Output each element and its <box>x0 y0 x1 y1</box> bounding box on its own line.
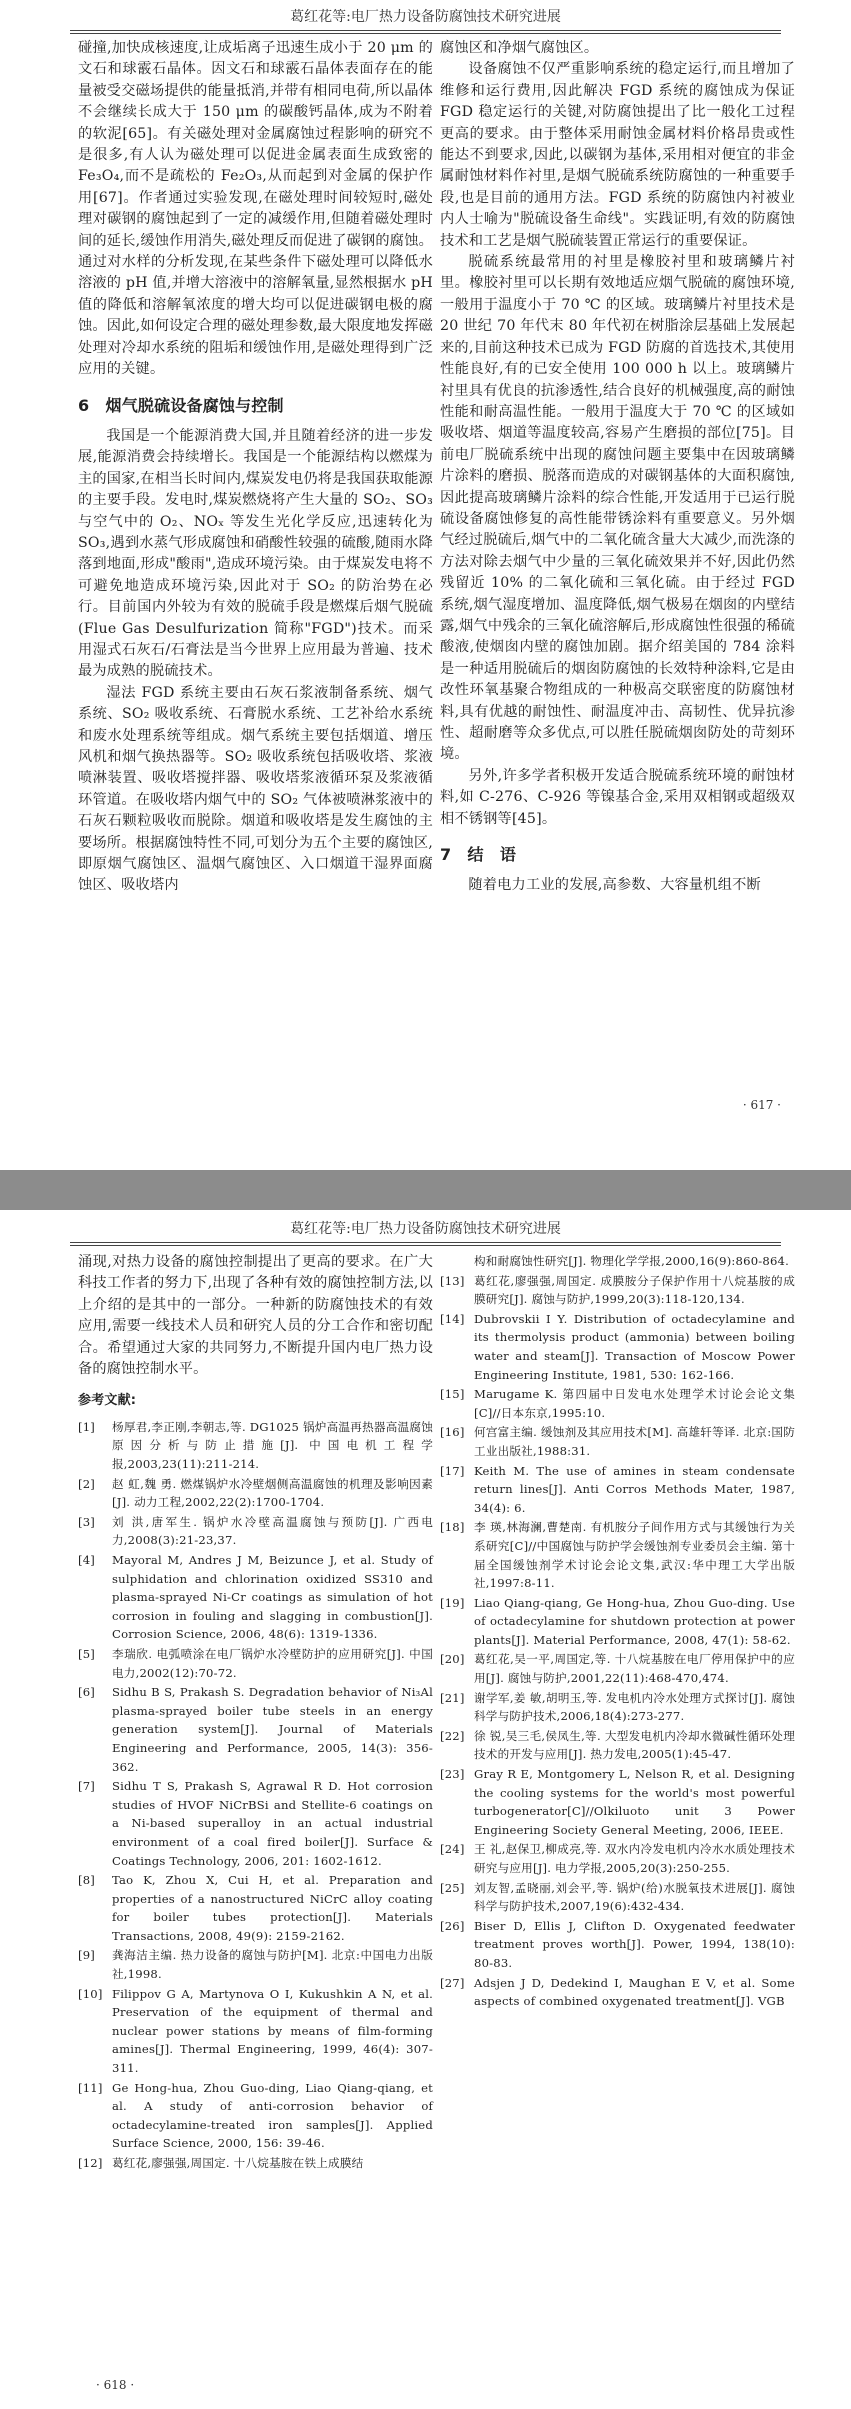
reference-item <box>440 1727 795 1764</box>
reference-item <box>440 1650 795 1687</box>
reference-text: Marugame K. 第四届中日发电水处理学术讨论会论文集[C]//日本东京,1995:10. <box>474 1387 795 1420</box>
paragraph: 设备腐蚀不仅严重影响系统的稳定运行,而且增加了维修和运行费用,因此解决 FGD 系统的腐蚀成为保证 FGD 稳定运行的关键,对防腐蚀提出了比一般化工过程更高的要求。由于整体采用耐蚀金属材料价格昂贵或性能达不到要求,因此,以碳钢为基体,采用相对便宜的非金属耐蚀材料作衬里,是烟气脱硫系统防腐蚀的一种重要手段,也是目前的通用方法。FGD 系统的防腐蚀内衬被业内人士喻为"脱硫设备生命线"。实践证明,有效的防腐蚀技术和工艺是烟气脱硫装置正常运行的重要保证。 <box>440 61 795 249</box>
reference-item <box>78 1777 433 1870</box>
reference-text: 刘 洪,唐军生. 锅炉水冷壁高温腐蚀与预防[J]. 广西电力,2008(3):21-23,37. <box>112 1514 433 1548</box>
reference-number: [5] <box>78 1646 96 1661</box>
running-header: 葛红花等:电厂热力设备防腐蚀技术研究进展 <box>70 6 781 31</box>
reference-number: [27] <box>440 1975 465 1990</box>
paragraph: 我国是一个能源消费大国,并且随着经济的进一步发展,能源消费会持续增长。我国是一个能源结构以燃煤为主的国家,在相当长时间内,煤炭发电仍将是我国获取能源的主要手段。发电时,煤炭燃烧将产生大量的 SO₂、SO₃ 与空气中的 O₂、NOₓ 等发生光化学反应,迅速转化为 SO₃,遇到水蒸气形成腐蚀和硝酸性较强的硫酸,随雨水降落到地面,形成"酸雨",造成环境污染。由于煤炭发电将不可避免地造成环境污染,因此对于 SO₂ 的防治势在必行。目前国内外较为有效的脱硫手段是燃煤后烟气脱硫(Flue Gas Desulfurization 简称"FGD")技术。而采用湿式石灰石/石膏法是当今世界上应用最为普遍、技术最为成熟的脱硫技术。 <box>78 427 433 680</box>
paragraph: 湿法 FGD 系统主要由石灰石浆液制备系统、烟气系统、SO₂ 吸收系统、石膏脱水系统、工艺补给水系统和废水处理系统等组成。烟气系统主要包括烟道、增压风机和烟气换热器等。SO₂ 吸收系统包括吸收塔、浆液喷淋装置、吸收塔搅拌器、吸收塔浆液循环泵及浆液循环管道。在吸收塔内烟气中的 SO₂ 气体被喷淋浆液中的石灰石颗粒吸收而脱除。烟道和吸收塔是发生腐蚀的主要场所。根据腐蚀特性不同,可划分为五个主要的腐蚀区,即原烟气腐蚀区、温烟气腐蚀区、入口烟道干湿界面腐蚀区、吸收塔内 <box>78 684 433 894</box>
reference-text: 葛红花,廖强强,周国定. 成膜胺分子保护作用十八烷基胺的成膜研究[J]. 腐蚀与防护,1999,20(3):118-120,134. <box>474 1273 795 1307</box>
reference-number: [23] <box>440 1767 465 1782</box>
reference-item <box>78 1475 433 1512</box>
paragraph: 碰撞,加快成核速度,让成垢离子迅速生成小于 20 μm 的文石和球霰石晶体。因文石和球霰石晶体表面存在的能量被受交磁场提供的能量抵消,并带有相同电荷,所以晶体不会继续长成大于 150 μm 的碳酸钙晶体,成为不附着的软泥[65]。有关磁处理对金属腐蚀过程影响的研究不是很多,有人认为磁处理可以促进金属表面生成致密的 Fe₃O₄,而不是疏松的 Fe₂O₃,从而起到对金属的保护作用[67]。作者通过实验发现,在磁处理时间较短时,磁处理对碳钢的腐蚀起到了一定的减缓作用,但随着磁处理时间的延长,缓蚀作用消失,磁处理反而促进了碳钢的腐蚀。通过对水样的分析发现,在某些条件下磁处理可以降低水溶液的 pH 值,并增大溶液中的溶解氧量,显然根据水 pH 值的降低和溶解氧浓度的增大均可以促进碳钢电极的腐蚀。因此,如何设定合理的磁处理参数,最大限度地发挥磁处理对冷却水系统的阻垢和缓蚀作用,是磁处理得到广泛应用的关键。 <box>78 40 434 378</box>
references-title: 参考文献: <box>78 1393 137 1409</box>
reference-item <box>440 1840 795 1877</box>
reference-item <box>78 1683 433 1776</box>
section-heading: 6 烟气脱硫设备腐蚀与控制 <box>78 395 284 415</box>
reference-number: [20] <box>440 1652 465 1667</box>
reference-text: Mayoral M, Andres J M, Beizunce J, et al. Study of sulphidation and chlorination oxidized SS310 and plasma-sprayed Ni-Cr coatings as simulation of hot corrosion in fouling and slagging in combustion[J]. Corrosion Science, 2006, 48(6): 1319-1336. <box>112 1553 433 1642</box>
reference-text: Filippov G A, Martynova O I, Kukushkin A N, et al. Preservation of the equipment of thermal and nuclear power stations by means of film-forming amines[J]. Thermal Engineering, 1999, 46(4): 307-311. <box>112 1986 433 2076</box>
section-heading: 7 结 语 <box>440 845 517 865</box>
reference-text: 李 瑛,林海澜,曹楚南. 有机胺分子间作用方式与其缓蚀行为关系研究[C]//中国腐蚀与防护学会缓蚀剂专业委员会主编. 第十届全国缓蚀剂学术讨论会论文集,武汉:华中理工大学出版社,1997:8-11. <box>474 1520 795 1591</box>
reference-number: [25] <box>440 1880 465 1895</box>
reference-number: [26] <box>440 1918 465 1933</box>
reference-number: [9] <box>78 1948 96 1963</box>
reference-number <box>440 1252 474 1271</box>
reference-item <box>78 1551 433 1644</box>
left-column <box>78 1252 433 2174</box>
reference-number: [12] <box>78 2156 103 2170</box>
reference-text: 龚海洁主编. 热力设备的腐蚀与防护[M]. 北京:中国电力出版社,1998. <box>112 1948 433 1982</box>
paragraph: 涌现,对热力设备的腐蚀控制提出了更高的要求。在广大科技工作者的努力下,出现了各种有效的腐蚀控制方法,以上介绍的是其中的一部分。一种新的防腐蚀技术的有效应用,需要一线技术人员和研究人员的分工合作和密切配合。希望通过大家的共同努力,不断提升国内电厂热力设备的腐蚀控制水平。 <box>78 1254 433 1378</box>
reference-text: Dubrovskii I Y. Distribution of octadecylamine and its thermolysis product (ammonia) between boiling water and steam[J]. Transaction of Moscow Power Engineering Institute, 1981, 530: 162-166. <box>474 1311 795 1382</box>
reference-item <box>440 1689 795 1726</box>
reference-item <box>78 1985 433 2078</box>
reference-number: [4] <box>78 1553 96 1567</box>
reference-text: Keith M. The use of amines in steam condensate return lines[J]. Anti Corros Methods Mater, 1987, 34(4): 6. <box>474 1463 795 1515</box>
reference-number: [24] <box>440 1842 465 1857</box>
running-header: 葛红花等:电厂热力设备防腐蚀技术研究进展 <box>70 1218 781 1243</box>
reference-text: 构和耐腐蚀性研究[J]. 物理化学学报,2000,16(9):860-864. <box>474 1254 789 1268</box>
reference-text: 赵 虹,魏 勇. 燃煤锅炉水冷壁烟侧高温腐蚀的机理及影响因素[J]. 动力工程,2002,22(2):1700-1704. <box>112 1476 433 1510</box>
page-618 <box>0 1210 851 2409</box>
paragraph: 脱硫系统最常用的衬里是橡胶衬里和玻璃鳞片衬里。橡胶衬里可以长期有效地适应烟气脱硫的腐蚀环境,一般用于温度小于 70 ℃ 的区域。玻璃鳞片衬里技术是 20 世纪 70 年代末 80 年代初在树脂涂层基础上发展起来的,目前这种技术已成为 FGD 防腐的首选技术,其使用性能良好,有的已安全使用 100 000 h 以上。玻璃鳞片衬里具有优良的抗渗透性,结合良好的机械强度,高的耐蚀性能和耐高温性能。一般用于温度大于 70 ℃ 的区域如吸收塔、烟道等温度较高,容易产生磨损的部位[75]。目前电厂脱硫系统中出现的腐蚀问题主要集中在因玻璃鳞片涂料的磨损、脱落而造成的对碳钢基体的大面积腐蚀,因此提高玻璃鳞片涂料的综合性能,开发适用于已运行脱硫设备腐蚀修复的高性能带锈涂料有重要意义。另外烟气经过脱硫后,烟气中的二氧化硫含量大大减少,而洗涤的方法对除去烟气中少量的三氧化硫效果并不好,因此仍然残留近 10% 的二氧化硫和三氧化硫。由于经过 FGD 系统,烟气湿度增加、温度降低,烟气极易在烟囱的内壁结露,烟气中残余的三氧化硫溶解后,形成腐蚀性很强的稀硫酸液,使烟囱内壁的腐蚀加剧。据介绍美国的 784 涂料是一种适用脱硫后的烟囱防腐蚀的长效特种涂料,它是由改性环氧基聚合物组成的一种极高交联密度的防腐蚀材料,具有优越的耐蚀性、耐温度冲击、高韧性、优异抗渗性、超耐磨等众多优点,可以胜任脱硫烟囱防处的苛刻环境。 <box>440 254 795 763</box>
reference-item <box>78 2079 433 2153</box>
reference-number: [21] <box>440 1690 465 1705</box>
paragraph: 随着电力工业的发展,高参数、大容量机组不断 <box>468 877 761 894</box>
reference-list <box>78 1418 433 2173</box>
reference-number: [16] <box>440 1425 465 1440</box>
reference-number: [18] <box>440 1520 465 1535</box>
reference-number: [19] <box>440 1595 465 1610</box>
reference-number: [14] <box>440 1311 465 1326</box>
page-617 <box>0 0 851 1170</box>
reference-item <box>440 1594 795 1650</box>
reference-number: [22] <box>440 1728 465 1743</box>
reference-text: 葛红花,吴一平,周国定,等. 十八烷基胺在电厂停用保护中的应用[J]. 腐蚀与防护,2001,22(11):468-470,474. <box>474 1652 795 1686</box>
reference-number: [15] <box>440 1387 465 1402</box>
reference-text: 谢学军,姜 敏,胡明玉,等. 发电机内冷水处理方式探讨[J]. 腐蚀科学与防护技术,2006,18(4):273-277. <box>474 1690 795 1724</box>
paragraph: 腐蚀区和净烟气腐蚀区。 <box>440 40 599 56</box>
reference-item <box>78 1871 433 1945</box>
reference-number: [10] <box>78 1986 103 2001</box>
reference-number: [8] <box>78 1873 96 1888</box>
reference-text: 李瑞欣. 电弧喷涂在电厂锅炉水冷壁防护的应用研究[J]. 中国电力,2002(12):70-72. <box>112 1646 433 1680</box>
page-number: · 617 · <box>742 1098 781 1112</box>
reference-text: Adsjen J D, Dedekind I, Maughan E V, et al. Some aspects of combined oxygenated treatment[J]. VGB <box>474 1975 795 2009</box>
reference-number: [3] <box>78 1514 96 1529</box>
reference-text: Sidhu B S, Prakash S. Degradation behavior of Ni₃Al plasma-sprayed boiler tube steels in an energy generation system[J]. Journal of Materials Engineering and Performance, 2005, 14(3): 356-362. <box>112 1685 433 1774</box>
reference-item <box>440 1423 795 1460</box>
reference-text: 杨厚君,李正刚,李朝志,等. DG1025 锅炉高温再热器高温腐蚀原因分析与防止措施[J]. 中国电机工程学报,2003,23(11):211-214. <box>112 1419 433 1472</box>
reference-item <box>440 1765 795 1839</box>
page-number: · 618 · <box>96 2378 135 2392</box>
reference-item <box>440 1310 795 1384</box>
reference-text: Sidhu T S, Prakash S, Agrawal R D. Hot corrosion studies of HVOF NiCrBSi and Stellite-6 coatings on a Ni-based superalloy in an actual industrial environment of a coal fired boiler[J]. Surface & Coatings Technology, 2006, 201: 1602-1612. <box>112 1779 433 1868</box>
reference-text: Biser D, Ellis J, Clifton D. Oxygenated feedwater treatment proves worth[J]. Power, 1994, 138(10): 80-83. <box>474 1918 795 1970</box>
reference-text: 徐 锐,吴三毛,侯凤生,等. 大型发电机内冷却水微碱性循环处理技术的开发与应用[J]. 热力发电,2005(1):45-47. <box>474 1728 795 1762</box>
reference-text: 刘友智,孟晓丽,刘会平,等. 锅炉(给)水脱氧技术进展[J]. 腐蚀科学与防护技术,2007,19(6):432-434. <box>474 1880 795 1914</box>
left-column <box>78 38 433 897</box>
reference-item <box>440 1252 795 1271</box>
right-column <box>440 1252 795 2012</box>
reference-item <box>440 1917 795 1973</box>
reference-text: 王 礼,赵保卫,柳成亮,等. 双水内冷发电机内冷水水质处理技术研究与应用[J]. 电力学报,2005,20(3):250-255. <box>474 1842 795 1875</box>
reference-number: [6] <box>78 1685 96 1700</box>
reference-text: Tao K, Zhou X, Cui H, et al. Preparation and properties of a nanostructured NiCrC alloy coating for boiler tubes protection[J]. Materials Transactions, 2008, 49(9): 2159-2162. <box>112 1873 433 1943</box>
reference-item <box>440 1518 795 1592</box>
reference-text: Gray R E, Montgomery L, Nelson R, et al. Designing the cooling systems for the world's most powerful turbogenerator[C]//Olkiluoto unit 3 Power Engineering Society General Meeting, 2006, IEEE. <box>474 1767 795 1837</box>
reference-text: Ge Hong-hua, Zhou Guo-ding, Liao Qiang-qiang, et al. A study of anti-corrosion behavior of octadecylamine-treated iron samples[J]. Applied Surface Science, 2000, 156: 39-46. <box>112 2080 433 2151</box>
reference-item <box>440 1462 795 1518</box>
reference-number: [17] <box>440 1463 465 1478</box>
reference-item <box>78 1946 433 1983</box>
right-column <box>440 38 795 897</box>
reference-number: [13] <box>440 1273 465 1288</box>
reference-item <box>78 1513 433 1550</box>
reference-number: [1] <box>78 1419 96 1434</box>
reference-number: [7] <box>78 1779 96 1794</box>
reference-item <box>440 1385 795 1422</box>
reference-item <box>78 2154 433 2173</box>
paragraph: 另外,许多学者积极开发适合脱硫系统环境的耐蚀材料,如 C-276、C-926 等镍基合金,采用双相钢或超级双相不锈钢等[45]。 <box>440 767 795 827</box>
reference-item <box>440 1272 795 1309</box>
reference-item <box>78 1645 433 1682</box>
reference-list <box>440 1252 795 2011</box>
reference-number: [2] <box>78 1476 96 1491</box>
reference-number: [11] <box>78 2080 103 2095</box>
reference-item <box>440 1974 795 2011</box>
reference-text: 何宫富主编. 缓蚀剂及其应用技术[M]. 高雄轩等译. 北京:国防工业出版社,1988:31. <box>474 1425 795 1458</box>
reference-item <box>440 1879 795 1916</box>
reference-item <box>78 1418 433 1474</box>
reference-text: Liao Qiang-qiang, Ge Hong-hua, Zhou Guo-ding. Use of octadecylamine for shutdown protection at power plants[J]. Material Performance, 2008, 47(1): 58-62. <box>474 1595 795 1647</box>
reference-text: 葛红花,廖强强,周国定. 十八烷基胺在铁上成膜结 <box>112 2156 364 2170</box>
